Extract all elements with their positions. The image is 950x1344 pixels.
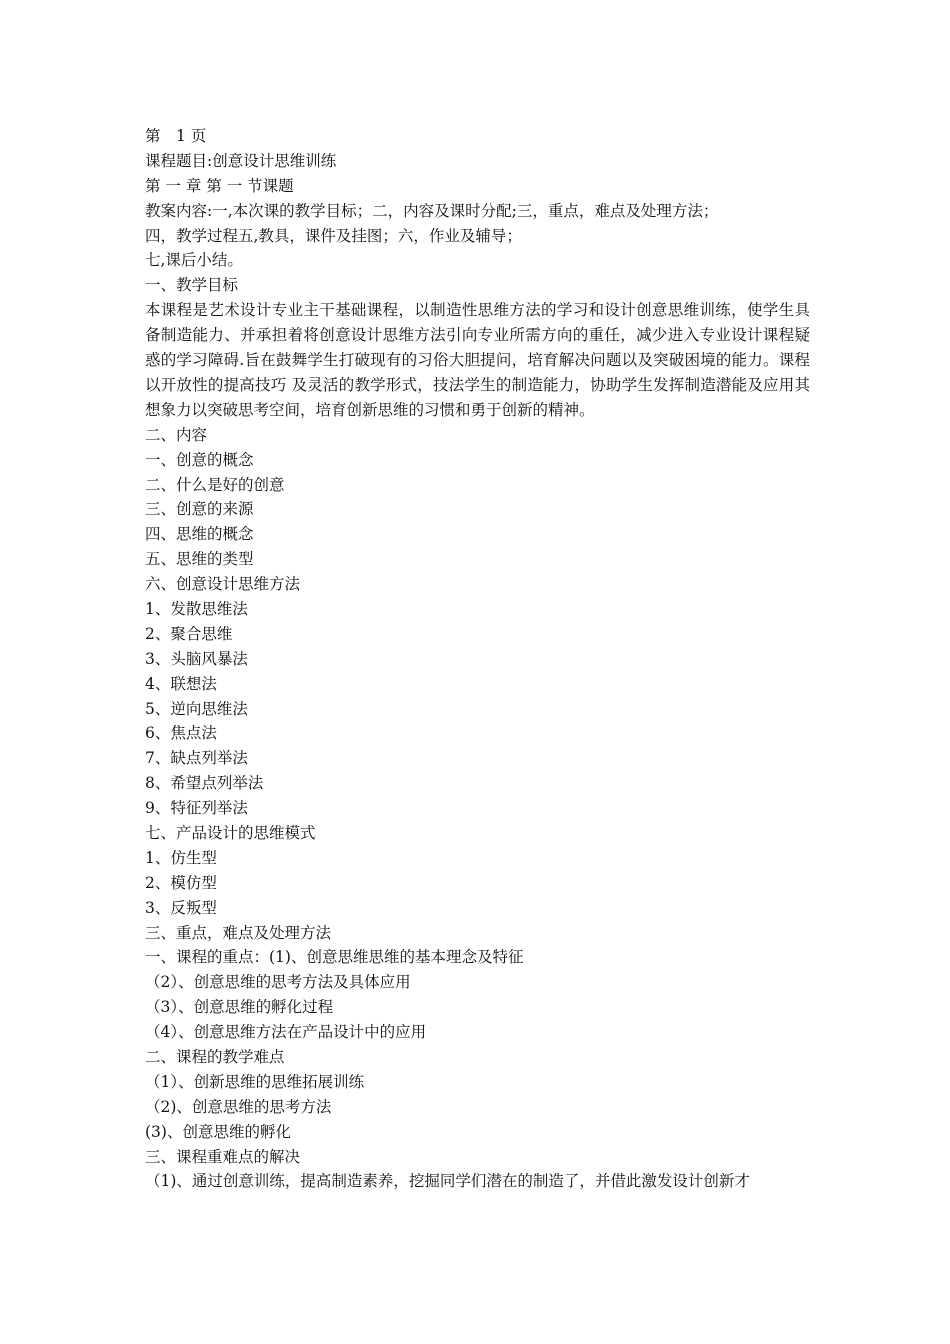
content-line: 四、思维的概念 xyxy=(145,525,254,544)
content-line: （4）、创意思维方法在产品设计中的应用 xyxy=(145,1023,427,1042)
content-line: 1、发散思维法 xyxy=(145,600,248,618)
content-line: 1、仿生型 xyxy=(145,848,217,867)
chapter-heading: 第 一 章 第 一 节课题 xyxy=(145,176,294,195)
content-line: 二、什么是好的创意 xyxy=(145,475,285,494)
content-line: 7、缺点列举法 xyxy=(145,749,248,768)
outline-line: 教案内容:一,本次课的教学目标；二，内容及课时分配;三，重点，难点及处理方法； xyxy=(145,201,719,220)
content-line: （1)、通过创意训练，提高制造素养，挖掘同学们潜在的制造了，并借此激发设计创新才 xyxy=(145,1172,750,1191)
content-line: 8、希望点列举法 xyxy=(145,774,264,793)
content-line: 一、课程的重点：(1)、创意思维思维的基本理念及特征 xyxy=(145,948,524,967)
outline-line: 四，教学过程五,教具，课件及挂图；六，作业及辅导； xyxy=(145,226,522,245)
content-line: 三、重点，难点及处理方法 xyxy=(145,923,332,942)
content-line: （2)、创意思维的思考方法 xyxy=(145,1097,332,1116)
page-number: 第 1 页 xyxy=(145,127,207,145)
content-line: 5、逆向思维法 xyxy=(145,699,248,718)
content-line: 二、课程的教学难点 xyxy=(145,1048,285,1067)
content-line: 七、产品设计的思维模式 xyxy=(145,824,316,843)
content-line: 三、创意的来源 xyxy=(145,500,254,519)
content-line: 9、特征列举法 xyxy=(145,799,248,818)
goals-paragraph: 本课程是艺术设计专业主干基础课程，以制造性思维方法的学习和设计创意思维训练，使学生具备制造能力、并承担着将创意设计思维方法引向专业所需方向的重任，减少进入专业设计课程疑惑的学习障碍.旨在鼓舞学生打破现有的习俗大胆提问，培育解决问题以及突破困境的能力。课程以开放性的提高技巧 及灵活的教学形式，技法学生的制造能力，协助学生发挥制造潜能及应用其想象力以突破思考空间，培育创新思维的习惯和勇于创新的精神。 xyxy=(145,301,810,419)
document-body xyxy=(145,124,810,1194)
content-line: 3、反叛型 xyxy=(145,898,217,917)
content-line: （1）、创新思维的思维拓展训练 xyxy=(145,1072,365,1091)
content-line: 二、内容 xyxy=(145,425,208,444)
content-line: 三、课程重难点的解决 xyxy=(145,1147,301,1166)
content-line: 五、思维的类型 xyxy=(145,550,254,569)
content-line: 六、创意设计思维方法 xyxy=(145,575,301,594)
content-line: （3）、创意思维的孵化过程 xyxy=(145,998,334,1017)
content-list xyxy=(145,423,810,1195)
content-line: 6、焦点法 xyxy=(145,724,217,743)
content-line: 2、聚合思维 xyxy=(145,624,233,643)
course-title: 课程题目:创意设计思维训练 xyxy=(145,151,337,170)
outline-line: 七,课后小结。 xyxy=(145,251,243,270)
section-heading-goals: 一、教学目标 xyxy=(145,276,239,295)
content-line: 2、模仿型 xyxy=(145,873,217,892)
content-line: （2）、创意思维的思考方法及具体应用 xyxy=(145,973,411,992)
content-line: (3)、创意思维的孵化 xyxy=(145,1122,291,1141)
content-line: 一、创意的概念 xyxy=(145,450,254,469)
content-line: 4、联想法 xyxy=(145,674,217,693)
content-line: 3、头脑风暴法 xyxy=(145,649,248,668)
